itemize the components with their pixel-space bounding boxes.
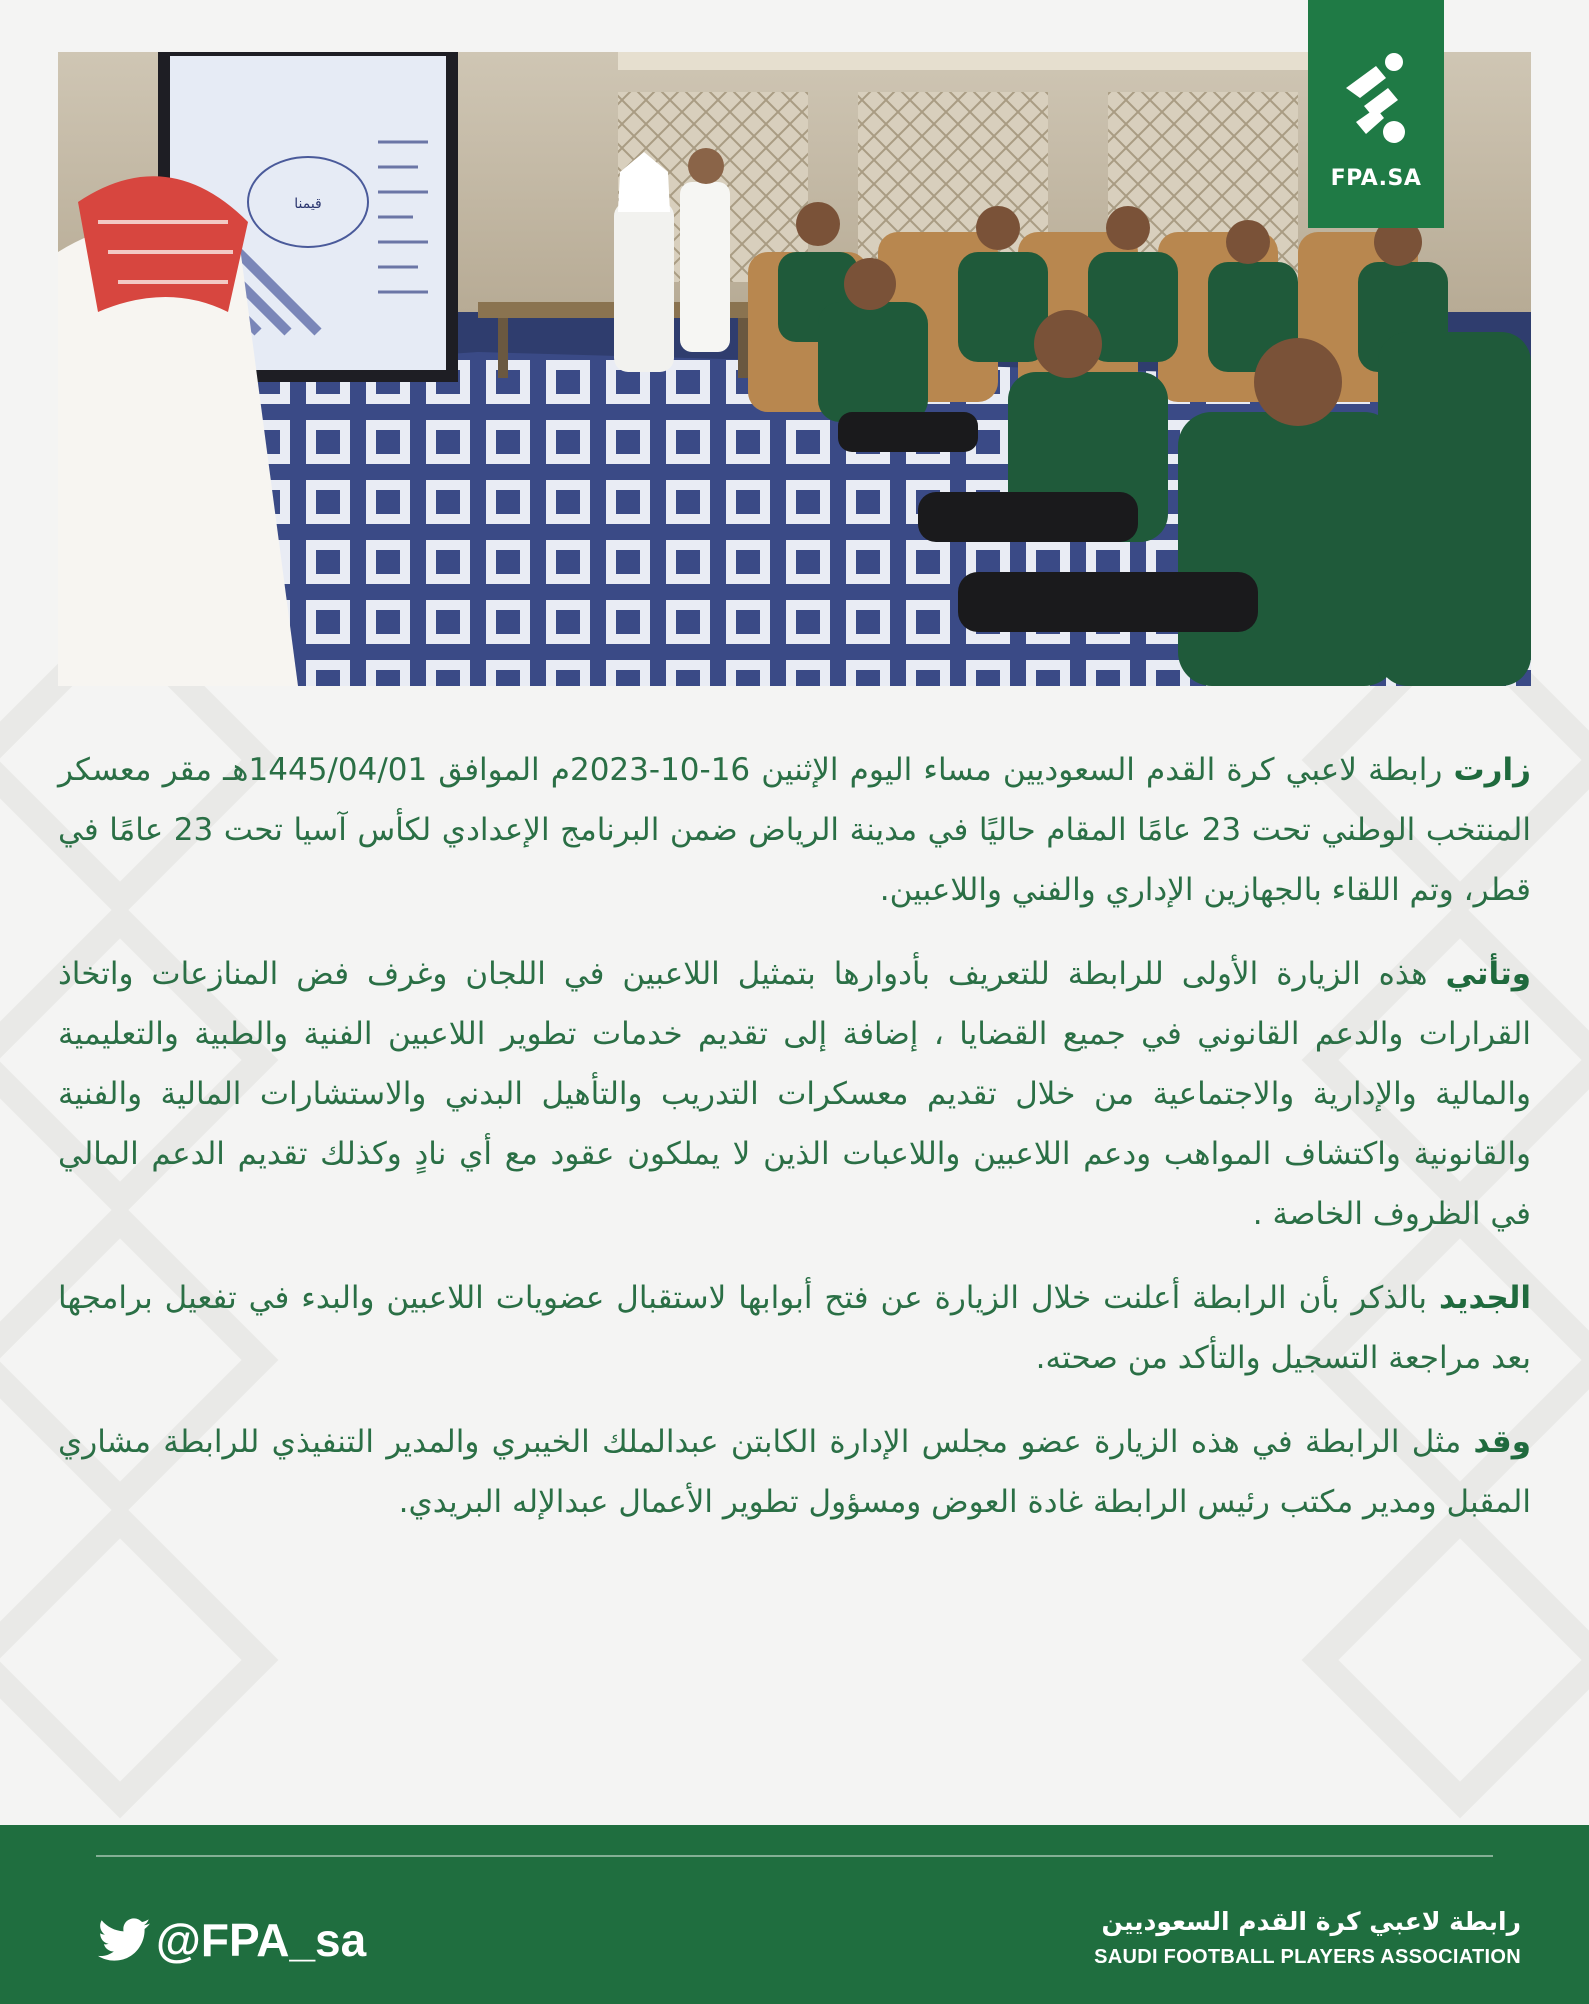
- paragraph-text: بالذكر بأن الرابطة أعلنت خلال الزيارة عن فتح أبوابها لاستقبال عضويات اللاعبين والبدء في تفعيل برامجها بعد مراجعة التسجيل والتأكد من صحته.: [58, 1280, 1531, 1376]
- paragraph-roles: [58, 944, 1531, 1244]
- twitter-bird-icon: [98, 1918, 150, 1962]
- paragraph-text: هذه الزيارة الأولى للرابطة للتعريف بأدوارها بتمثيل اللاعبين في اللجان وغرف فض المنازعات واتخاذ القرارات والدعم القانوني في جميع القضايا ، إضافة إلى تقديم خدمات تطوير اللاعبين الفنية والطبية والتعليمية والمالية والإدارية والاجتماعية من خلال تقديم معسكرات التدريب والتأهيل البدني والاستشارات المالية والفنية والقانونية واكتشاف المواهب ودعم اللاعبين واللاعبات الذين لا يملكون عقود مع أي نادٍ وكذلك تقديم الدعم المالي في الظروف الخاصة .: [58, 956, 1531, 1232]
- fpa-logo-badge: [1308, 0, 1444, 228]
- logo-text: FPA.SA: [1330, 166, 1422, 191]
- paragraph-lead: الجديد: [1438, 1280, 1531, 1316]
- twitter-handle[interactable]: @FPA_sa: [156, 1914, 367, 1966]
- association-name-arabic: رابطة لاعبي كرة القدم السعوديين: [1101, 1907, 1521, 1936]
- article-body: [58, 740, 1531, 1556]
- paragraph-text: رابطة لاعبي كرة القدم السعوديين مساء اليوم الإثنين 16-10-2023م الموافق 1445/04/01هـ مقر معسكر المنتخب الوطني تحت 23 عامًا المقام حاليًا في مدينة الرياض ضمن البرنامج الإعدادي لكأس آسيا تحت 23 عامًا في قطر، وتم اللقاء بالجهازين الإداري والفني واللاعبين.: [58, 752, 1531, 908]
- fpa-logo-icon: [1336, 48, 1416, 158]
- paragraph-delegation: [58, 1412, 1531, 1532]
- paragraph-text: مثل الرابطة في هذه الزيارة عضو مجلس الإدارة الكابتن عبدالملك الخيبري والمدير التنفيذي للرابطة مشاري المقبل ومدير مكتب رئيس الرابطة غادة العوض ومسؤول تطوير الأعمال عبدالإله البريدي.: [58, 1424, 1531, 1520]
- twitter-link[interactable]: [98, 1913, 366, 1967]
- paragraph-lead: وقد: [1473, 1424, 1531, 1460]
- paragraph-lead: زارت: [1453, 752, 1531, 788]
- paragraph-membership: [58, 1268, 1531, 1388]
- paragraph-lead: وتأتي: [1445, 956, 1531, 992]
- screen-label: قيمنا: [294, 196, 322, 212]
- paragraph-visit: [58, 740, 1531, 920]
- footer-bar: [0, 1825, 1589, 2004]
- association-name: [1094, 1907, 1521, 1969]
- footer-divider: [96, 1855, 1493, 1857]
- association-name-english: SAUDI FOOTBALL PLAYERS ASSOCIATION: [1094, 1946, 1521, 1968]
